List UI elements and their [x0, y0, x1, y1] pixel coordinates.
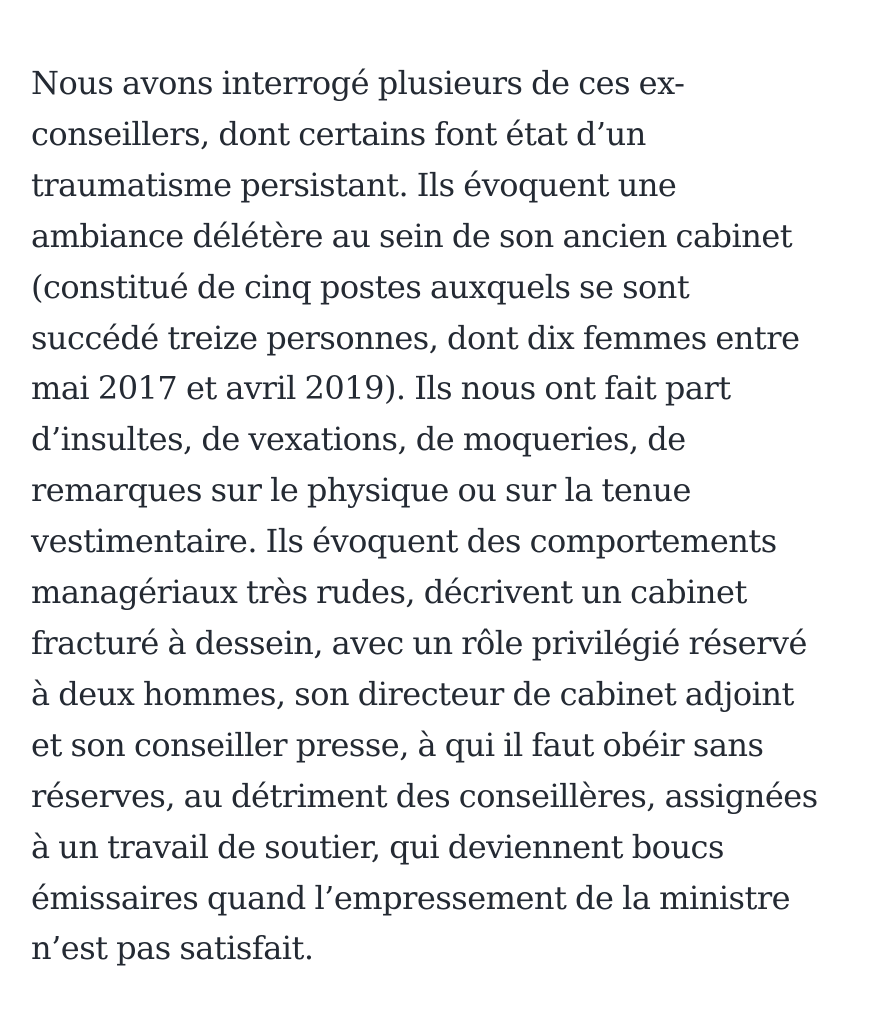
paragraph-line: à deux hommes, son directeur de cabinet adjoint — [31, 674, 794, 713]
article-paragraph — [31, 58, 818, 974]
paragraph-line: mai 2017 et avril 2019). Ils nous ont fait part — [31, 369, 731, 408]
paragraph-line: conseillers, dont certains font état d’un — [31, 114, 646, 153]
paragraph-line: managériaux très rudes, décrivent un cabinet — [31, 573, 747, 612]
paragraph-line: d’insultes, de vexations, de moqueries, de — [31, 420, 686, 459]
paragraph-line: traumatisme persistant. Ils évoquent une — [31, 165, 677, 204]
paragraph-line: vestimentaire. Ils évoquent des comportements — [31, 522, 777, 561]
paragraph-line: Nous avons interrogé plusieurs de ces ex- — [31, 64, 685, 102]
paragraph-line: émissaires quand l’empressement de la ministre — [31, 878, 791, 917]
paragraph-line: réserves, au détriment des conseillères, assignées — [31, 776, 818, 815]
paragraph-line: fracturé à dessein, avec un rôle privilégié réservé — [31, 623, 807, 662]
paragraph-line: remarques sur le physique ou sur la tenue — [31, 471, 691, 510]
paragraph-line: ambiance délétère au sein de son ancien cabinet — [31, 216, 793, 255]
paragraph-line: à un travail de soutier, qui deviennent boucs — [31, 827, 724, 866]
paragraph-line: n’est pas satisfait. — [31, 929, 314, 968]
paragraph-line: et son conseiller presse, à qui il faut obéir sans — [31, 725, 764, 764]
paragraph-line: (constitué de cinq postes auxquels se sont — [31, 267, 690, 306]
paragraph-line: succédé treize personnes, dont dix femmes entre — [31, 318, 800, 357]
